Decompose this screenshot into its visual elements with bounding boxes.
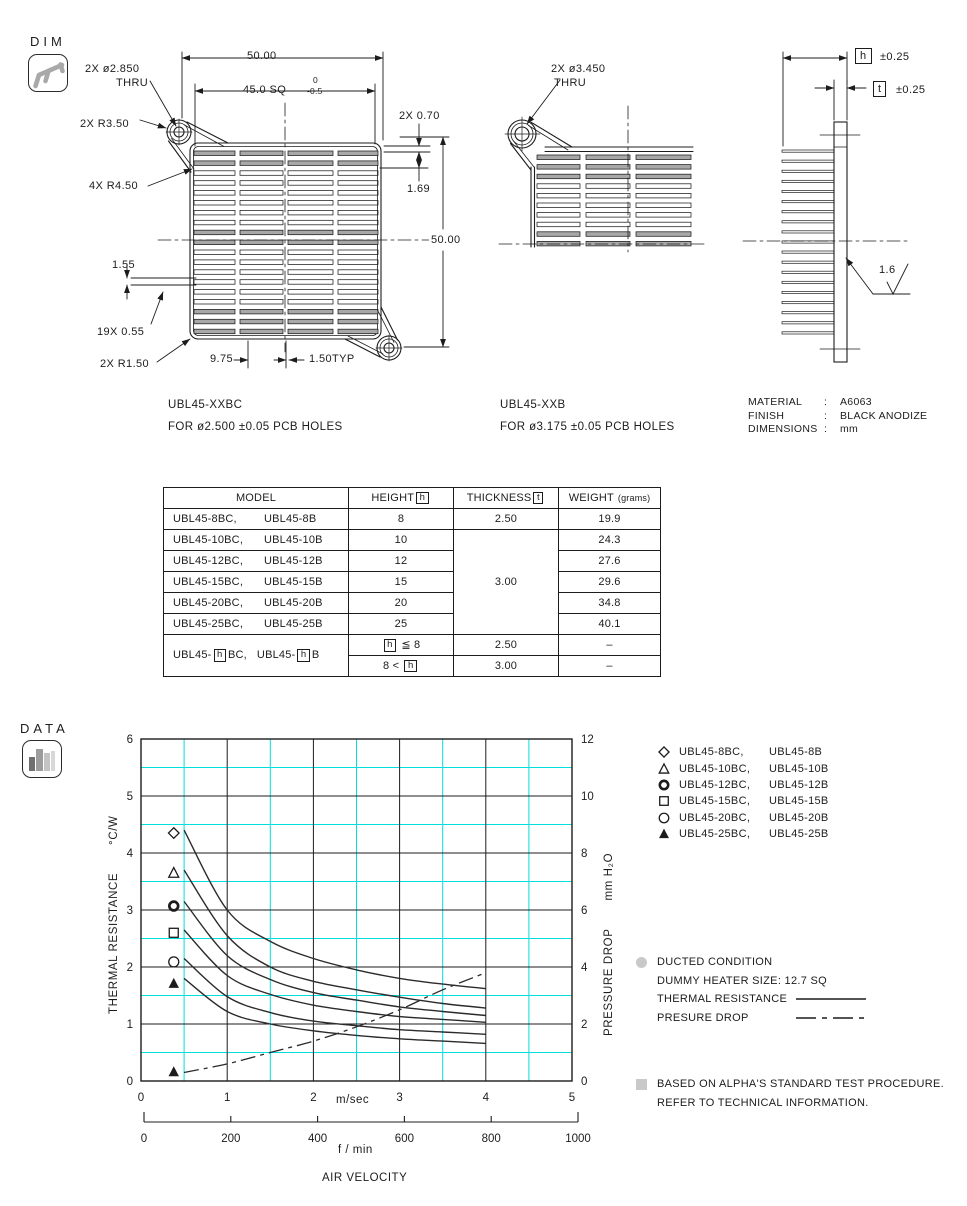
legend-label-1: UBL45-15BC, xyxy=(679,795,751,808)
dim-overall-width-label: 50.00 xyxy=(247,50,277,62)
front-view-model-caption: UBL45-XXBC xyxy=(168,399,243,411)
legend-label-2: UBL45-15B xyxy=(769,795,829,808)
footer-note xyxy=(636,1075,944,1112)
bar-chart-glyph xyxy=(23,741,61,777)
corner-hole-dia-label: 2X ø3.450 xyxy=(551,63,606,75)
footer-line2: REFER TO TECHNICAL INFORMATION. xyxy=(657,1096,869,1109)
heater-size-text: DUMMY HEATER SIZE: 12.7 SQ xyxy=(657,974,827,987)
svg-text:600: 600 xyxy=(394,1133,414,1145)
svg-text:400: 400 xyxy=(308,1133,328,1145)
legend-label-2: UBL45-12B xyxy=(769,778,829,791)
right-axis-unit: mm H₂O xyxy=(603,852,615,901)
table-row: UBL45-10BC, UBL45-10B 10 3.00 24.3 xyxy=(164,530,661,551)
merged-thickness-cell: 3.00 xyxy=(454,530,559,635)
svg-text:5: 5 xyxy=(126,791,133,803)
svg-text:4: 4 xyxy=(482,1092,490,1104)
col-header-height: HEIGHT h xyxy=(349,488,454,509)
test-condition-note xyxy=(636,953,870,1027)
triangle-marker-icon xyxy=(656,762,672,776)
svg-text:6: 6 xyxy=(126,734,133,746)
svg-text:3: 3 xyxy=(396,1092,403,1104)
svg-text:0: 0 xyxy=(126,1076,133,1088)
solid-line-sample xyxy=(790,996,870,1002)
svg-text:4: 4 xyxy=(126,848,133,860)
svg-text:3: 3 xyxy=(126,905,133,917)
front-view-holes-caption: FOR ø2.500 ±0.05 PCB HOLES xyxy=(168,421,343,433)
table-row: UBL45-15BC, UBL45-15B 15 29.6 xyxy=(164,572,661,593)
tab-radius-label: 2X R3.50 xyxy=(80,118,130,130)
air-velocity-label: AIR VELOCITY xyxy=(322,1172,408,1184)
thermal-chart xyxy=(127,734,594,1145)
legend-item xyxy=(656,810,829,826)
edge-gap-label: 2X 0.70 xyxy=(399,110,440,122)
legend-label-1: UBL45-25BC, xyxy=(679,828,751,841)
circle-bold-marker-icon xyxy=(656,778,672,792)
square-tol-lower: -0.5 xyxy=(307,86,323,96)
material-block xyxy=(748,396,927,437)
legend-label-2: UBL45-10B xyxy=(769,762,829,775)
svg-text:10: 10 xyxy=(581,791,594,803)
bottom-radius-label: 2X R1.50 xyxy=(100,358,150,370)
svg-text:5: 5 xyxy=(568,1092,576,1104)
diamond-marker-icon xyxy=(656,745,672,759)
col-header-model: MODEL xyxy=(164,488,349,509)
table-row-generic: 8 < h 3.00 – xyxy=(164,656,661,677)
spec-table xyxy=(163,487,661,677)
fin-count-label: 19X 0.55 xyxy=(97,326,145,338)
legend-label-2: UBL45-20B xyxy=(769,811,829,824)
dim-section-label: DIM xyxy=(30,34,66,49)
height-symbol: h xyxy=(855,48,872,64)
svg-text:0: 0 xyxy=(581,1076,588,1088)
plate-radius-label: 4X R4.50 xyxy=(89,180,139,192)
svg-text:12: 12 xyxy=(581,734,594,746)
table-row: UBL45-12BC, UBL45-12B 12 27.6 xyxy=(164,551,661,572)
left-axis-unit: °C/W xyxy=(108,815,120,845)
legend-item xyxy=(656,793,829,809)
right-axis-name: PRESSURE DROP xyxy=(603,928,615,1036)
svg-text:200: 200 xyxy=(221,1133,241,1145)
ducted-condition-text: DUCTED CONDITION xyxy=(657,956,773,969)
right-axis-title xyxy=(603,853,615,1036)
table-row: UBL45-8BC, UBL45-8B 8 2.50 19.9 xyxy=(164,509,661,530)
col-header-weight: WEIGHT (grams) xyxy=(559,488,661,509)
square-dim-label: 45.0 SQ xyxy=(243,84,287,96)
front-view xyxy=(127,52,449,368)
svg-text:0: 0 xyxy=(137,1092,145,1104)
material-row: FINISH : BLACK ANODIZE xyxy=(748,409,928,422)
legend-label-2: UBL45-25B xyxy=(769,828,829,841)
svg-text:6: 6 xyxy=(581,905,588,917)
square-marker-icon xyxy=(656,794,672,808)
material-row: MATERIAL : A6063 xyxy=(748,396,872,408)
left-axis-name: THERMAL RESISTANCE xyxy=(108,872,120,1014)
svg-text:2: 2 xyxy=(310,1092,317,1104)
svg-text:1: 1 xyxy=(223,1092,231,1104)
legend-item xyxy=(656,826,829,842)
gap-typ-label: 1.50TYP xyxy=(309,353,355,365)
thickness-symbol: t xyxy=(873,81,886,97)
svg-text:1000: 1000 xyxy=(565,1133,591,1145)
square-tol-upper: 0 xyxy=(313,75,318,85)
svg-text:2: 2 xyxy=(581,1019,588,1031)
svg-text:4: 4 xyxy=(581,962,588,974)
dash-dot-line-sample xyxy=(790,1015,870,1021)
corner-view-holes-caption: FOR ø3.175 ±0.05 PCB HOLES xyxy=(500,421,675,433)
height-tol-label: ±0.25 xyxy=(880,51,910,63)
data-section-label: DATA xyxy=(20,721,69,736)
legend-item xyxy=(656,777,829,793)
legend-label-2: UBL45-8B xyxy=(769,746,823,759)
front-hole-thru-label: THRU xyxy=(116,77,149,89)
left-axis-title xyxy=(108,815,120,1014)
pressure-drop-key: PRESURE DROP xyxy=(657,1011,749,1024)
legend-label-1: UBL45-12BC, xyxy=(679,778,751,791)
table-row-generic: UBL45- h BC, UBL45- h B h ≦ 8 2.50 – xyxy=(164,635,661,656)
legend-item xyxy=(656,760,829,776)
table-row: UBL45-20BC, UBL45-20B 20 34.8 xyxy=(164,593,661,614)
svg-text:2: 2 xyxy=(126,962,133,974)
circle-bullet-icon xyxy=(636,957,647,968)
corner-view-model-caption: UBL45-XXB xyxy=(500,399,566,411)
triangle-filled-marker-icon xyxy=(656,827,672,841)
legend-label-1: UBL45-20BC, xyxy=(679,811,751,824)
footer-line1: BASED ON ALPHA'S STANDARD TEST PROCEDURE. xyxy=(657,1078,945,1091)
material-row: DIMENSIONS : mm xyxy=(748,423,859,435)
side-view xyxy=(743,52,910,362)
legend-label-1: UBL45-10BC, xyxy=(679,762,751,775)
legend-label-1: UBL45-8BC, xyxy=(679,746,744,759)
corner-view xyxy=(499,80,705,252)
circle-marker-icon xyxy=(656,811,672,825)
front-hole-dia-label: 2X ø2.850 xyxy=(85,63,140,75)
svg-text:8: 8 xyxy=(581,848,588,860)
svg-text:0: 0 xyxy=(140,1133,148,1145)
svg-text:1: 1 xyxy=(126,1019,133,1031)
col-header-thickness: THICKNESS t xyxy=(454,488,559,509)
fmin-axis-label: f / min xyxy=(338,1144,373,1156)
dim-overall-height-label: 50.00 xyxy=(431,234,461,246)
caliper-glyph xyxy=(29,55,67,91)
legend-item xyxy=(656,744,829,760)
caliper-icon xyxy=(28,54,68,92)
chart-legend xyxy=(656,744,829,842)
thermal-resistance-key: THERMAL RESISTANCE xyxy=(657,993,788,1006)
svg-text:800: 800 xyxy=(481,1133,501,1145)
corner-hole-thru-label: THRU xyxy=(554,77,587,89)
fin-pitch-label: 1.55 xyxy=(112,259,136,271)
first-fin-offset-label: 1.69 xyxy=(407,183,431,195)
table-header-row xyxy=(164,488,661,509)
bar-chart-icon xyxy=(22,740,62,778)
table-row: UBL45-25BC, UBL45-25B 25 40.1 xyxy=(164,614,661,635)
mps-axis-label: m/sec xyxy=(336,1094,370,1106)
fin-offset-label: 9.75 xyxy=(210,353,234,365)
square-bullet-icon xyxy=(636,1079,647,1090)
surface-roughness-label: 1.6 xyxy=(879,264,896,276)
thickness-tol-label: ±0.25 xyxy=(896,84,926,96)
